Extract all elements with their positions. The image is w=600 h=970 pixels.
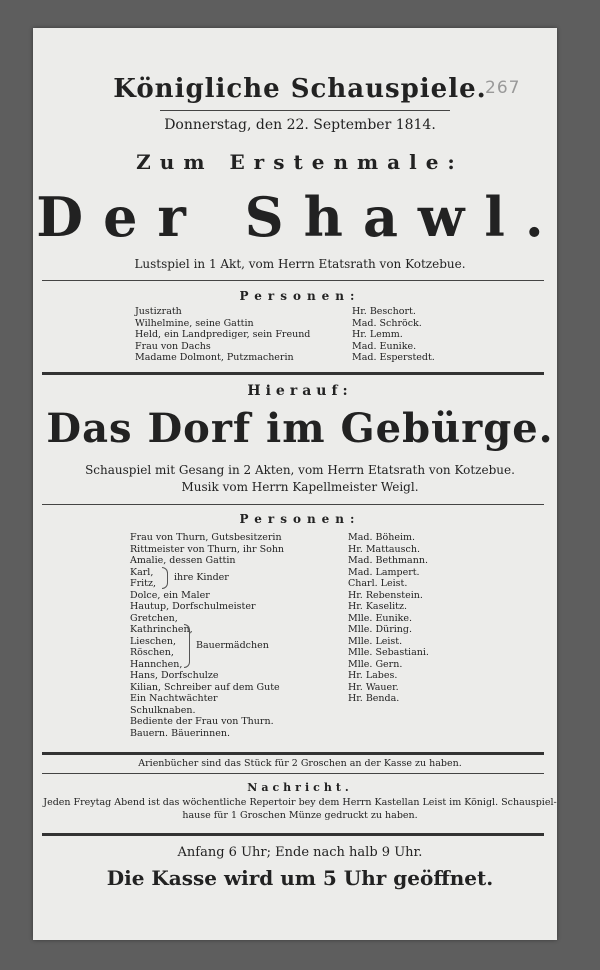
- cast-role: Wilhelmine, seine Gattin: [135, 317, 254, 329]
- play2-music: Musik vom Herrn Kapellmeister Weigl.: [181, 480, 419, 494]
- box-office-opening: Die Kasse wird um 5 Uhr geöffnet.: [106, 866, 494, 890]
- cast-role: Held, ein Landprediger, sein Freund: [135, 329, 311, 340]
- notice-heading: Nachricht.: [247, 781, 353, 794]
- performance-date: Donnerstag, den 22. September 1814.: [164, 117, 436, 133]
- cast-actor: Hr. Benda.: [348, 693, 400, 704]
- cast-role: Lieschen,: [130, 635, 177, 647]
- cast-actor: Mad. Schröck.: [352, 317, 422, 329]
- play2-subtitle: Schauspiel mit Gesang in 2 Akten, vom Herrn Etatsrath von Kotzebue.: [85, 463, 515, 477]
- cast-actor: Hr. Mattausch.: [348, 543, 420, 555]
- divider: [42, 280, 544, 281]
- cast-role: Hans, Dorfschulze: [130, 670, 219, 681]
- cast-actor: Mlle. Sebastiani.: [348, 647, 429, 658]
- brace-children: [162, 567, 168, 589]
- cast-role: Gretchen,: [130, 612, 178, 624]
- performance-times: Anfang 6 Uhr; Ende nach halb 9 Uhr.: [177, 845, 423, 860]
- play1-title: Der Shawl.: [36, 185, 564, 249]
- play2-cast-actors: [348, 532, 429, 705]
- cast-actor: Mlle. Düring.: [348, 624, 412, 635]
- cast-role: Schulknaben.: [130, 704, 196, 716]
- cast-actor: Mlle. Gern.: [348, 658, 403, 670]
- cast-actor: Hr. Rebenstein.: [348, 589, 423, 601]
- header-rule: [160, 110, 450, 111]
- play2-cast-heading: Personen:: [239, 512, 361, 526]
- divider-thick: [42, 833, 544, 836]
- cast-role: Fritz,: [130, 578, 157, 589]
- cast-actor: Hr. Kaselitz.: [348, 601, 407, 612]
- cast-role: Justizrath: [135, 306, 182, 317]
- notice-line-2: hause für 1 Groschen Münze gedruckt zu haben.: [182, 810, 418, 821]
- arien-note: Arienbücher sind das Stück für 2 Groschen an der Kasse zu haben.: [138, 758, 462, 769]
- cast-role: Bauern. Bäuerinnen.: [130, 727, 231, 739]
- cast-actor: Mad. Böheim.: [348, 532, 416, 543]
- cast-role: Amalie, dessen Gattin: [130, 555, 236, 566]
- cast-role: Dolce, ein Maler: [130, 589, 210, 601]
- theatre-name: Königliche Schauspiele.: [113, 74, 487, 104]
- cast-actor: Mad. Lampert.: [348, 566, 420, 578]
- play1-cast-heading: Personen:: [239, 289, 361, 303]
- cast-actor: Hr. Lemm.: [352, 329, 403, 340]
- girls-group-label: Bauermädchen: [196, 640, 269, 651]
- play1-cast-actors: [352, 306, 435, 364]
- play1-intro: Zum Erstenmale:: [136, 150, 464, 174]
- cast-actor: Charl. Leist.: [348, 578, 408, 589]
- cast-actor: Mlle. Leist.: [348, 635, 403, 647]
- cast-role: Kathrinchen,: [130, 624, 193, 635]
- accession-number: 267: [485, 78, 521, 98]
- play1-cast-roles: [135, 306, 310, 364]
- cast-role: Frau von Dachs: [135, 340, 211, 352]
- notice-line-1: Jeden Freytag Abend ist das wöchentliche Repertoir bey dem Herrn Kastellan Leist im Königl. Schauspiel-: [43, 797, 557, 808]
- divider-thick: [42, 752, 544, 755]
- cast-role: Frau von Thurn, Gutsbesitzerin: [130, 532, 282, 543]
- cast-role: Hannchen,: [130, 658, 183, 670]
- divider: [42, 773, 544, 774]
- play2-title: Das Dorf im Gebürge.: [46, 405, 554, 452]
- divider-thick: [42, 372, 544, 375]
- cast-actor: Hr. Labes.: [348, 670, 398, 681]
- brace-girls: [184, 624, 190, 668]
- cast-actor: Mad. Esperstedt.: [352, 352, 435, 363]
- cast-role: Ein Nachtwächter: [130, 693, 218, 704]
- cast-role: Hautup, Dorfschulmeister: [130, 601, 256, 612]
- cast-role: Karl,: [130, 566, 154, 578]
- cast-actor: Mlle. Eunike.: [348, 612, 413, 624]
- cast-actor: Mad. Bethmann.: [348, 555, 428, 566]
- play2-cast-roles: [130, 532, 284, 739]
- cast-role: Madame Dolmont, Putzmacherin: [135, 352, 294, 363]
- cast-actor: Hr. Beschort.: [352, 306, 416, 317]
- children-group-label: ihre Kinder: [174, 572, 229, 583]
- cast-role: Kilian, Schreiber auf dem Gute: [130, 681, 280, 693]
- cast-role: Rittmeister von Thurn, ihr Sohn: [130, 543, 285, 555]
- divider: [42, 504, 544, 505]
- cast-role: Bediente der Frau von Thurn.: [130, 716, 274, 727]
- cast-role: Röschen,: [130, 647, 174, 658]
- cast-actor: Mad. Eunike.: [352, 340, 417, 352]
- play2-intro: Hierauf:: [247, 383, 353, 399]
- cast-actor: Hr. Wauer.: [348, 681, 399, 693]
- play1-subtitle: Lustspiel in 1 Akt, vom Herrn Etatsrath von Kotzebue.: [134, 257, 466, 271]
